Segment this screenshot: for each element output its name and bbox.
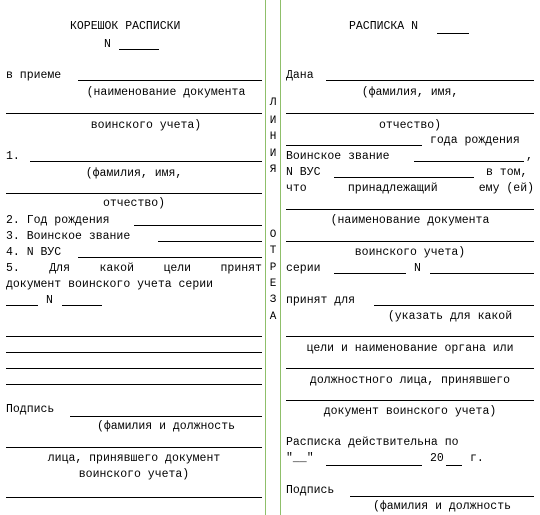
stub-item4-label: 4. N ВУС <box>6 246 62 259</box>
receipt-hint-doc-military: документ воинского учета) <box>323 405 497 418</box>
stub-rank-field[interactable] <box>158 241 262 242</box>
stub-receipt-field[interactable] <box>78 80 262 81</box>
stub-series-field[interactable] <box>6 305 38 306</box>
receipt-hint-purpose-2: цели и наименование органа или <box>306 342 514 355</box>
cut-line-letter: О <box>269 229 277 241</box>
stub-hint-military-record-2: воинского учета) <box>78 468 190 481</box>
stub-item5-line1 <box>6 262 262 276</box>
receipt-birth-year-field[interactable] <box>286 145 422 146</box>
receipt-accepted-label: принят для <box>286 294 356 307</box>
receipt-belongs-word: что <box>286 182 307 195</box>
stub-item5-word: Для <box>49 262 70 275</box>
cut-line-letter: И <box>269 115 277 127</box>
receipt-purpose-field-2[interactable] <box>286 336 534 337</box>
cut-line-letter: И <box>269 148 277 160</box>
stub-item5-word: цели <box>163 262 192 275</box>
receipt-hint-name: (фамилия, имя, <box>361 86 459 99</box>
receipt-year-field[interactable] <box>446 465 462 466</box>
stub-hint-name: (фамилия, имя, <box>85 167 183 180</box>
receipt-belongs-word: ему (ей) <box>478 182 534 195</box>
receipt-organ-field[interactable] <box>286 368 534 369</box>
receipt-series-field[interactable] <box>334 273 406 274</box>
receipt-vus-label: N ВУС <box>286 166 321 179</box>
stub-blank-line[interactable] <box>6 352 262 353</box>
receipt-rank-label: Воинское звание <box>286 150 390 163</box>
receipt-belongs-line <box>286 182 534 196</box>
receipt-birth-year-label: года рождения <box>430 134 520 147</box>
stub-vus-field[interactable] <box>78 257 262 258</box>
receipt-rank-field[interactable] <box>414 161 524 162</box>
cut-line-letter: Л <box>269 97 277 109</box>
receipt-purpose-field[interactable] <box>374 305 534 306</box>
stub-birth-year-field[interactable] <box>134 225 262 226</box>
cut-line-right-rule <box>280 0 281 515</box>
receipt-given-field[interactable] <box>326 80 534 81</box>
receipt-series-label: серии <box>286 262 321 275</box>
receipt-hint-patronymic: отчество) <box>378 119 442 132</box>
stub-number-field[interactable] <box>119 49 159 50</box>
receipt-belongs-word: принадлежащий <box>347 182 438 195</box>
stub-hint-signature: (фамилия и должность <box>96 420 236 433</box>
cut-line-letter: Р <box>269 262 277 274</box>
stub-doc-number-field[interactable] <box>62 305 102 306</box>
stub-hint-person: лица, принявшего документ <box>47 452 221 465</box>
stub-title: КОРЕШОК РАСПИСКИ <box>70 20 181 33</box>
receipt-hint-purpose: (указать для какой <box>387 310 513 323</box>
cut-line-letter: Н <box>269 131 277 143</box>
stub-item2-label: 2. Год рождения <box>6 214 110 227</box>
stub-patronymic-field[interactable] <box>6 193 262 194</box>
stub-name-field[interactable] <box>30 161 262 162</box>
cut-line-left-rule <box>265 0 266 515</box>
receipt-doc-number-field[interactable] <box>430 273 534 274</box>
stub-item1-label: 1. <box>6 150 20 163</box>
cut-line-letter: Я <box>269 164 277 176</box>
receipt-signature-field[interactable] <box>350 496 534 497</box>
receipt-rank-comma: , <box>526 150 533 163</box>
receipt-valid-label: Расписка действительна по <box>286 436 459 449</box>
stub-item5-word: какой <box>99 262 134 275</box>
receipt-hint-military-record: воинского учета) <box>354 246 466 259</box>
stub-blank-line[interactable] <box>6 368 262 369</box>
stub-signature-label: Подпись <box>6 403 55 416</box>
receipt-title: РАСПИСКА N <box>349 20 419 33</box>
receipt-date-month-field[interactable] <box>326 465 422 466</box>
receipt-date-day[interactable]: "__" <box>286 452 314 465</box>
receipt-year-suffix: г. <box>470 452 484 465</box>
receipt-document-field-2[interactable] <box>286 241 534 242</box>
stub-hint-patronymic: отчество) <box>102 197 166 210</box>
stub-hint-military-record: воинского учета) <box>90 119 202 132</box>
cut-line-letter: Е <box>269 278 277 290</box>
stub-hint-document: (наименование документа <box>86 86 246 99</box>
receipt-given-label: Дана <box>286 69 314 82</box>
stub-document-field[interactable] <box>6 113 262 114</box>
cut-line-letter: З <box>269 294 277 306</box>
stub-in-receipt-label: в приеме <box>6 69 62 82</box>
receipt-hint-official: должностного лица, принявшего <box>309 374 511 387</box>
stub-blank-line[interactable] <box>6 336 262 337</box>
stub-item3-label: 3. Воинское звание <box>6 230 131 243</box>
cut-line-letter: А <box>269 311 277 323</box>
receipt-hint-document: (наименование документа <box>330 214 490 227</box>
receipt-number-field[interactable] <box>437 33 469 34</box>
receipt-in-that: в том, <box>486 166 528 179</box>
receipt-name-field[interactable] <box>286 113 534 114</box>
stub-item5-line2: документ воинского учета серии <box>6 278 214 291</box>
receipt-signature-label: Подпись <box>286 484 335 497</box>
stub-blank-line[interactable] <box>6 384 262 385</box>
stub-item5-number: 5. <box>6 262 20 275</box>
receipt-vus-field[interactable] <box>334 177 474 178</box>
stub-bottom-field[interactable] <box>6 497 262 498</box>
receipt-hint-signature: (фамилия и должность <box>372 500 512 513</box>
receipt-official-field[interactable] <box>286 400 534 401</box>
stub-signature-field[interactable] <box>70 416 262 417</box>
receipt-document-field[interactable] <box>286 209 534 210</box>
stub-item5-word: принят <box>220 262 262 275</box>
receipt-year-prefix: 20 <box>430 452 444 465</box>
stub-number-short: N <box>46 294 53 307</box>
stub-person-field[interactable] <box>6 447 262 448</box>
receipt-number-short: N <box>414 262 421 275</box>
stub-number-label: N <box>104 38 111 51</box>
cut-line-letter: Т <box>269 245 277 257</box>
